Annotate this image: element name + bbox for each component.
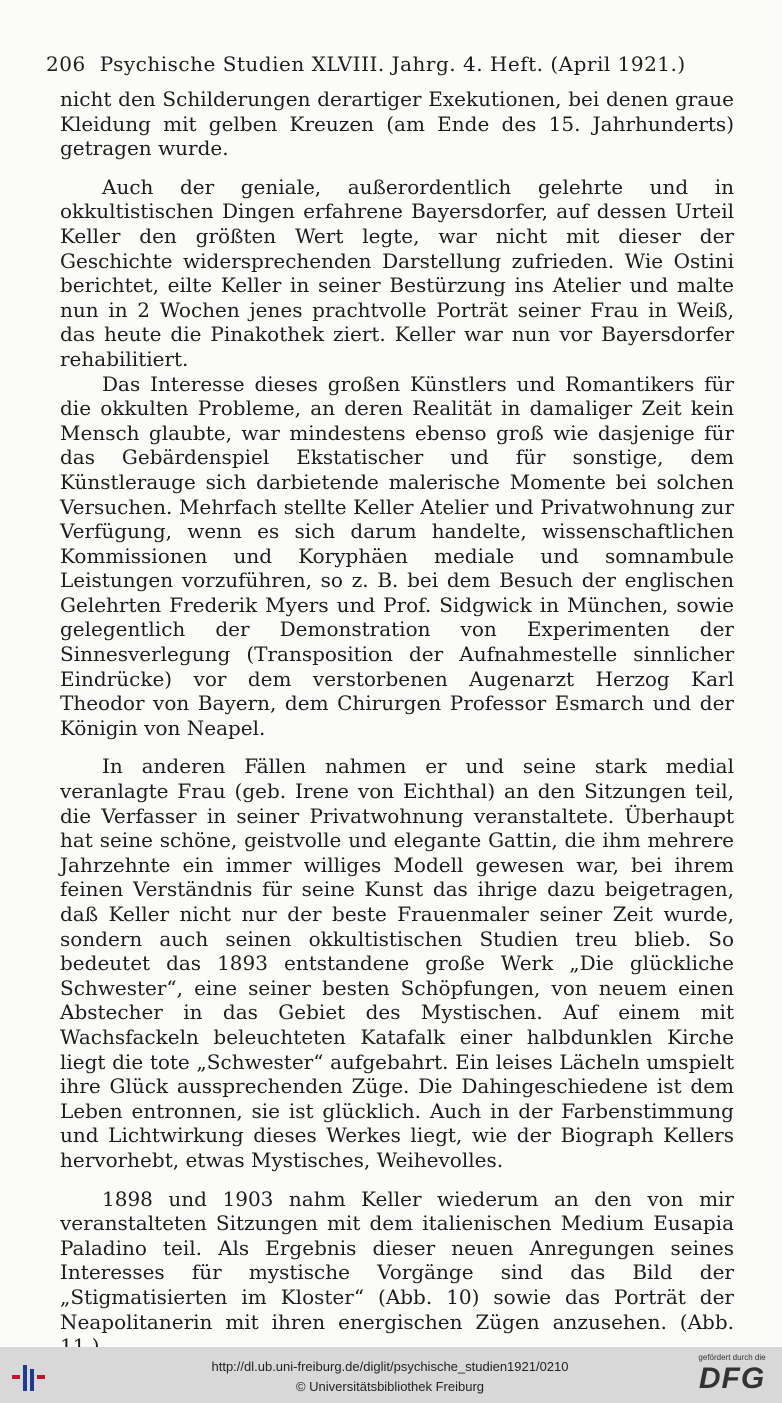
footer-bar bbox=[0, 1347, 782, 1403]
paragraph: nicht den Schilderungen derartiger Exekutionen, bei denen graue Kleidung mit gelben Kreuzen (am Ende des 15. Jahrhunderts) getragen wurde. bbox=[60, 87, 734, 161]
paragraph: In anderen Fällen nahmen er und seine stark medial veranlagte Frau (geb. Irene von Eichthal) an den Sitzungen teil, die Verfasser in seiner Privatwohnung veranstaltete. Überhaupt hat seine schöne, geistvolle und elegante Gattin, die ihm mehrere Jahrzehnte ein immer williges Modell gewesen war, bei ihrem feinen Verständnis für seine Kunst das ihrige dazu beigetragen, daß Keller nicht nur der beste Frauenmaler seiner Zeit wurde, sondern auch seinen okkultistischen Studien treu blieb. So bedeutet das 1893 entstandene große Werk „Die glückliche Schwester“, eine seiner besten Schöpfungen, von neuem einen Abstecher in das Gebiet des Mystischen. Auf einem mit Wachsfackeln beleuchteten Katafalk einer halbdunklen Kirche liegt die tote „Schwester“ aufgebahrt. Ein leises Lächeln umspielt ihre Glück aussprechenden Züge. Die Dahingeschiedene ist dem Leben entronnen, sie ist glücklich. Auch in der Farbenstimmung und Lichtwirkung dieses Werkes liegt, wie der Biograph Kellers hervorhebt, etwas Mystisches, Weihevolles. bbox=[60, 754, 734, 1172]
permalink-url[interactable]: http://dl.ub.uni-freiburg.de/diglit/psychische_studien1921/0210 bbox=[211, 1359, 569, 1374]
paragraph: Das Interesse dieses großen Künstlers und Romantikers für die okkulten Probleme, an deren Realität in damaliger Zeit kein Mensch glaubte, war mindestens ebenso groß wie dasjenige für das Gebärdenspiel Ekstatischer und für sonstige, dem Künstlerauge sich darbietende malerische Momente bei solchen Versuchen. Mehrfach stellte Keller Atelier und Privatwohnung zur Verfügung, wenn es sich darum handelte, wissenschaftlichen Kommissionen und Koryphäen mediale und somnambule Leistungen vorzuführen, so z. B. bei dem Besuch der englischen Gelehrten Frederik Myers und Prof. Sidgwick in München, sowie gelegentlich der Demonstration von Experimenten der Sinnesverlegung (Transposition der Aufnahmestelle sinnlicher Eindrücke) vor dem verstorbenen Augenarzt Herzog Karl Theodor von Bayern, dem Chirurgen Professor Esmarch und der Königin von Neapel. bbox=[60, 371, 734, 740]
copyright-notice: © Universitätsbibliothek Freiburg bbox=[295, 1379, 485, 1394]
ub-freiburg-logo-icon[interactable] bbox=[8, 1357, 48, 1397]
body-text bbox=[60, 87, 734, 1359]
running-title: Psychische Studien XLVIII. Jahrg. 4. Heft. (April 1921.) bbox=[99, 52, 686, 76]
running-header bbox=[46, 52, 736, 76]
dfg-caption: gefördert durch die bbox=[698, 1353, 766, 1362]
paragraph: 1898 und 1903 nahm Keller wiederum an den von mir veranstalteten Sitzungen mit dem italienischen Medium Eusapia Paladino teil. Als Ergebnis dieser neuen Anregungen seines Interesses für mystische Vorgänge sind das Bild der „Stigmatisierten im Kloster“ (Abb. 10) sowie das Porträt der Neapolitanerin mit ihren energischen Zügen anzusehen. (Abb. bbox=[60, 1186, 734, 1334]
dfg-logo[interactable]: DFG bbox=[698, 1362, 766, 1395]
page-number: 206 bbox=[46, 52, 86, 76]
paragraph: Auch der geniale, außerordentlich gelehrte und in okkultistischen Dingen erfahrene Bayersdorfer, auf dessen Urteil Keller den größten Wert legte, war nicht mit dieser der Geschichte widersprechenden Darstellung zufrieden. Wie Ostini berichtet, eilte Keller in seiner Bestürzung ins Atelier und malte nun in 2 Wochen jenes prachtvolle Porträt seiner Frau in Weiß, das heute die Pinakothek ziert. Keller war nun vor Bayersdorfer rehabilitiert. bbox=[60, 174, 734, 371]
